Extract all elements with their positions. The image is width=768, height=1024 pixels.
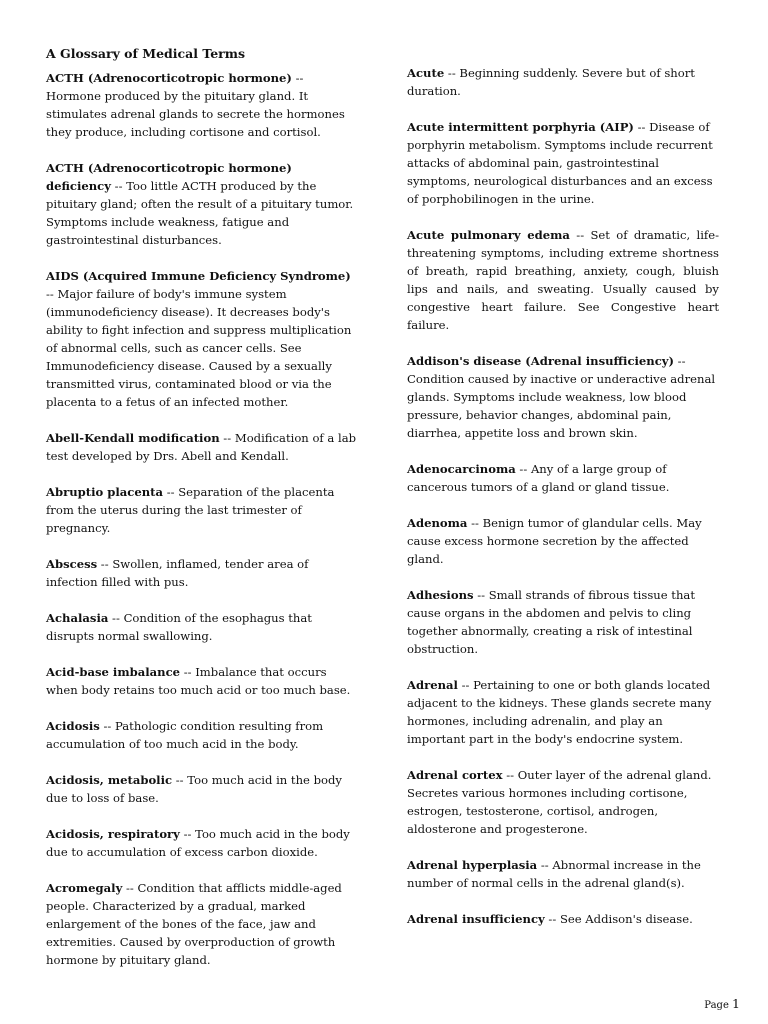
entry-term: Acromegaly [46, 881, 123, 895]
entry-definition: -- Pertaining to one or both glands located adjacent to the kidneys. These glands secrete many hormones, including adrenalin, and play an important part in the body's endocrine system. [407, 678, 712, 746]
entry-term: ACTH (Adrenocorticotropic hormone) [46, 71, 292, 85]
glossary-entry [407, 910, 719, 928]
entry-term: Achalasia [46, 611, 109, 625]
entry-definition: -- Benign tumor of glandular cells. May cause excess hormone secretion by the affected gland. [407, 516, 702, 566]
glossary-entry [407, 226, 719, 334]
glossary-entry [46, 771, 358, 807]
page-title: A Glossary of Medical Terms [46, 46, 246, 61]
entry-definition: -- Major failure of body's immune system (immunodeficiency disease). It decreases body's ability to fight infection and suppress multiplication of abnormal cells, such as cancer cells. See Immunodeficiency disease. Caused by a sexually transmitted virus, contaminated blood or via the placenta to a fetus of an infected mother. [46, 287, 352, 409]
glossary-entry [46, 663, 358, 699]
entry-definition: -- Too much acid in the body due to accumulation of excess carbon dioxide. [46, 827, 350, 859]
entry-definition: -- Outer layer of the adrenal gland. Secretes various hormones including cortisone, estrogen, testosterone, cortisol, androgen, aldosterone and progesterone. [407, 768, 712, 836]
page-number: 1 [732, 996, 740, 1011]
entry-term: Acidosis [46, 719, 100, 733]
entry-term: Adenocarcinoma [407, 462, 516, 476]
glossary-entry [407, 766, 719, 838]
entry-definition: -- Disease of porphyrin metabolism. Symptoms include recurrent attacks of abdominal pain, gastrointestinal symptoms, neurological disturbances and an excess of porphobilinogen in the urine. [407, 120, 713, 206]
entry-definition: -- Abnormal increase in the number of normal cells in the adrenal gland(s). [407, 858, 701, 890]
entry-definition: -- Modification of a lab test developed by Drs. Abell and Kendall. [46, 431, 357, 463]
entry-term: ACTH (Adrenocorticotropic hormone) deficiency [46, 161, 292, 193]
entry-term: Adrenal insufficiency [407, 912, 545, 926]
entry-definition: -- Too much acid in the body due to loss of base. [46, 773, 342, 805]
entry-definition: -- Condition that afflicts middle-aged people. Characterized by a gradual, marked enlargement of the bones of the face, jaw and extremities. Caused by overproduction of growth hormone by pituitary gland. [46, 881, 342, 967]
entry-term: Adenoma [407, 516, 468, 530]
glossary-entry [407, 118, 719, 208]
entry-definition: -- Condition caused by inactive or underactive adrenal glands. Symptoms include weakness, low blood pressure, behavior changes, abdominal pain, diarrhea, appetite loss and brown skin. [407, 354, 716, 440]
glossary-entry [46, 429, 358, 465]
entry-definition: -- Too little ACTH produced by the pituitary gland; often the result of a pituitary tumor. Symptoms include weakness, fatigue and gastrointestinal disturbances. [46, 179, 354, 247]
glossary-entry [46, 879, 358, 969]
entry-term: Adrenal cortex [407, 768, 503, 782]
glossary-entry [407, 514, 719, 568]
glossary-entry [407, 676, 719, 748]
entry-definition: -- Condition of the esophagus that disrupts normal swallowing. [46, 611, 312, 643]
entry-definition: -- Swollen, inflamed, tender area of infection filled with pus. [46, 557, 309, 589]
glossary-entry [46, 717, 358, 753]
glossary-entry [46, 609, 358, 645]
entry-term: Abscess [46, 557, 98, 571]
entry-term: Addison's disease (Adrenal insufficiency) [407, 354, 674, 368]
entry-term: Acute [407, 66, 445, 80]
left-column [46, 69, 358, 987]
entry-term: Abell-Kendall modification [46, 431, 220, 445]
entry-term: Acidosis, metabolic [46, 773, 173, 787]
glossary-entry [46, 159, 358, 249]
entry-definition: -- Any of a large group of cancerous tumors of a gland or gland tissue. [407, 462, 670, 494]
entry-term: Abruptio placenta [46, 485, 164, 499]
glossary-entry [407, 352, 719, 442]
right-column [407, 64, 719, 946]
entry-term: Acid-base imbalance [46, 665, 181, 679]
entry-definition: -- See Addison's disease. [544, 912, 693, 926]
glossary-entry [407, 586, 719, 658]
glossary-entry [46, 825, 358, 861]
glossary-entry [407, 856, 719, 892]
entry-term: Acute intermittent porphyria (AIP) [407, 120, 634, 134]
entry-term: Adrenal [407, 678, 458, 692]
entry-definition: -- Set of dramatic, life-threatening symptoms, including extreme shortness of breath, rapid breathing, anxiety, cough, bluish lips and nails, and sweating. Usually caused by congestive heart failure. See Congestive heart failure. [407, 228, 719, 332]
glossary-entry [46, 483, 358, 537]
page-footer [704, 996, 740, 1011]
glossary-entry [407, 64, 719, 100]
entry-definition: -- Beginning suddenly. Severe but of short duration. [407, 66, 695, 98]
glossary-entry [46, 555, 358, 591]
entry-term: Acidosis, respiratory [46, 827, 180, 841]
entry-definition: -- Separation of the placenta from the uterus during the last trimester of pregnancy. [46, 485, 335, 535]
entry-term: AIDS (Acquired Immune Deficiency Syndrome) [46, 269, 351, 283]
entry-term: Adhesions [407, 588, 474, 602]
entry-definition: -- Imbalance that occurs when body retains too much acid or too much base. [46, 665, 351, 697]
entry-definition: -- Small strands of fibrous tissue that cause organs in the abdomen and pelvis to cling together abnormally, creating a risk of intestinal obstruction. [407, 588, 695, 656]
glossary-entry [46, 69, 358, 141]
entry-definition: -- Hormone produced by the pituitary gland. It stimulates adrenal glands to secrete the hormones they produce, including cortisone and cortisol. [46, 71, 345, 139]
page-label: Page [704, 1000, 729, 1011]
entry-term: Acute pulmonary edema [407, 228, 570, 242]
glossary-entry [46, 267, 358, 411]
glossary-entry [407, 460, 719, 496]
entry-definition: -- Pathologic condition resulting from accumulation of too much acid in the body. [46, 719, 324, 751]
entry-term: Adrenal hyperplasia [407, 858, 538, 872]
